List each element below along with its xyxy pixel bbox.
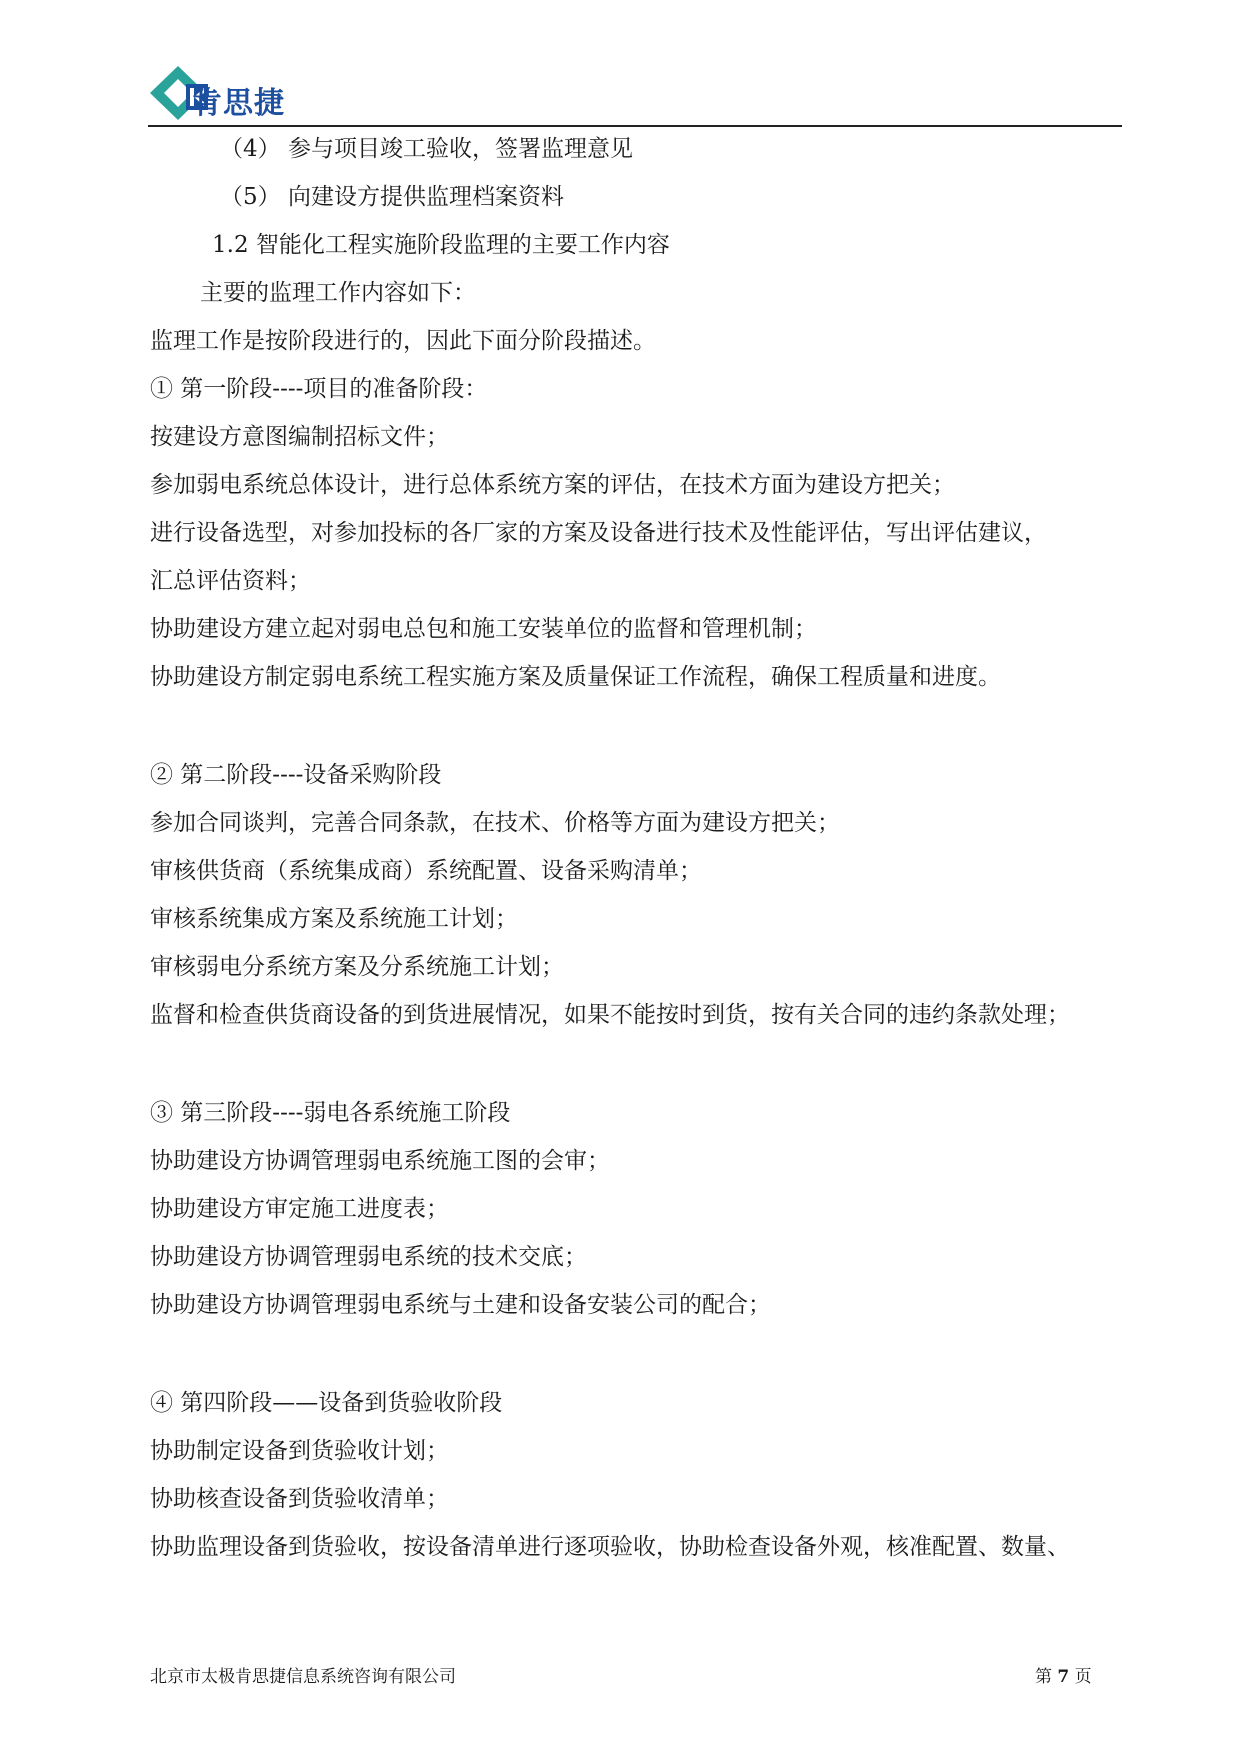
page-number-label	[1035, 1665, 1092, 1689]
stage-heading: ④ 第四阶段——设备到货验收阶段	[150, 1390, 503, 1416]
paragraph: 按建设方意图编制招标文件；	[150, 424, 449, 450]
paragraph: 审核系统集成方案及系统施工计划；	[150, 906, 518, 932]
paragraph: 协助制定设备到货验收计划；	[150, 1438, 449, 1464]
stage-heading: ① 第一阶段----项目的准备阶段：	[150, 376, 488, 402]
paragraph: 审核弱电分系统方案及分系统施工计划；	[150, 954, 564, 980]
paragraph: 参加合同谈判，完善合同条款，在技术、价格等方面为建设方把关；	[150, 810, 840, 836]
page-prefix: 第	[1035, 1667, 1052, 1687]
page-suffix: 页	[1074, 1667, 1092, 1687]
paragraph: 监理工作是按阶段进行的，因此下面分阶段描述。	[150, 328, 656, 354]
paragraph: 协助建设方审定施工进度表；	[150, 1196, 449, 1222]
paragraph: 监督和检查供货商设备的到货进展情况，如果不能按时到货，按有关合同的违约条款处理；	[150, 1002, 1070, 1028]
logo-text: 肯思捷	[192, 86, 285, 121]
paragraph: 主要的监理工作内容如下：	[200, 280, 476, 306]
paragraph: 协助核查设备到货验收清单；	[150, 1486, 449, 1512]
paragraph: 协助监理设备到货验收，按设备清单进行逐项验收，协助检查设备外观，核准配置、数量、	[150, 1534, 1070, 1560]
stage-heading: ③ 第三阶段----弱电各系统施工阶段	[150, 1100, 511, 1126]
footer-company: 北京市太极肯思捷信息系统咨询有限公司	[150, 1667, 456, 1687]
paragraph: 进行设备选型，对参加投标的各厂家的方案及设备进行技术及性能评估，写出评估建议，	[150, 520, 1047, 546]
paragraph: 审核供货商（系统集成商）系统配置、设备采购清单；	[150, 858, 702, 884]
paragraph: 协助建设方协调管理弱电系统与土建和设备安装公司的配合；	[150, 1292, 771, 1318]
paragraph: 协助建设方建立起对弱电总包和施工安装单位的监督和管理机制；	[150, 616, 817, 642]
page-header	[150, 60, 1120, 126]
stage-heading: ② 第二阶段----设备采购阶段	[150, 762, 442, 788]
paragraph: 协助建设方制定弱电系统工程实施方案及质量保证工作流程，确保工程质量和进度。	[150, 664, 1001, 690]
list-item: （4） 参与项目竣工验收，签署监理意见	[220, 136, 633, 162]
page-number: 7	[1057, 1667, 1070, 1687]
paragraph: 参加弱电系统总体设计，进行总体系统方案的评估，在技术方面为建设方把关；	[150, 472, 955, 498]
header-divider	[148, 125, 1122, 127]
paragraph: 协助建设方协调管理弱电系统的技术交底；	[150, 1244, 587, 1270]
paragraph: 协助建设方协调管理弱电系统施工图的会审；	[150, 1148, 610, 1174]
list-item: （5） 向建设方提供监理档案资料	[220, 184, 564, 210]
paragraph: 汇总评估资料；	[150, 568, 311, 594]
section-heading: 1.2 智能化工程实施阶段监理的主要工作内容	[212, 232, 670, 258]
